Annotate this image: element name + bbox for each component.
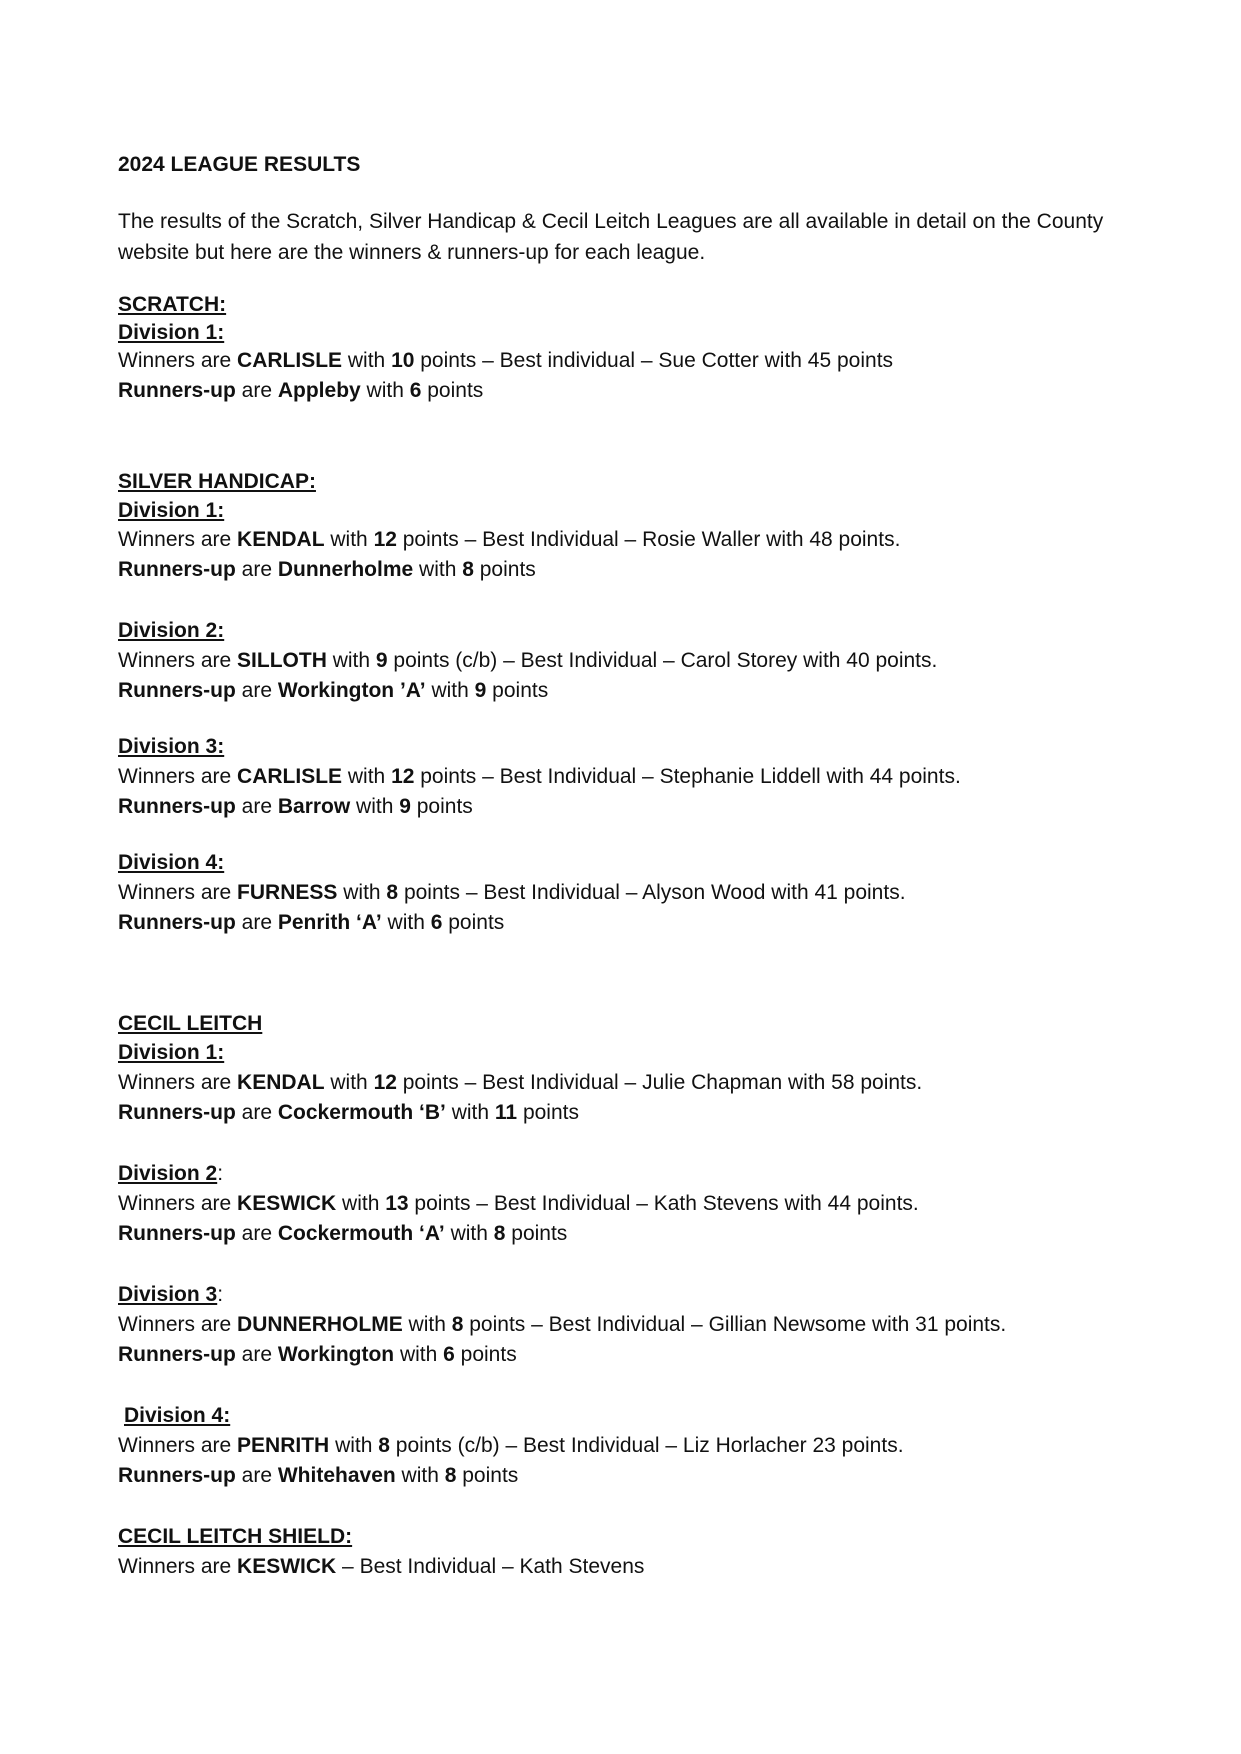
silver-div4-winners: Winners are FURNESS with 8 points – Best Individual – Alyson Wood with 41 points. bbox=[118, 881, 906, 904]
points: 6 bbox=[443, 1343, 455, 1366]
scratch-div1-heading: Division 1: bbox=[118, 321, 225, 344]
cecil-div1-winners: Winners are KENDAL with 12 points – Best Individual – Julie Chapman with 58 points. bbox=[118, 1071, 923, 1094]
winning-team: KENDAL bbox=[237, 528, 325, 551]
winning-team: DUNNERHOLME bbox=[237, 1313, 403, 1336]
cecil-div3-heading: Division 3: bbox=[118, 1283, 224, 1306]
points: 8 bbox=[451, 1313, 464, 1336]
silver-div2-runners-up: Runners-up are Workington ’A’ with 9 points bbox=[118, 679, 549, 702]
points: 12 bbox=[391, 765, 415, 788]
silver-div3-winners: Winners are CARLISLE with 12 points – Best Individual – Stephanie Liddell with 44 points. bbox=[118, 765, 961, 788]
points: 13 bbox=[385, 1192, 409, 1215]
cecil-div1-runners-up: Runners-up are Cockermouth ‘B’ with 11 points bbox=[118, 1101, 579, 1124]
runner-up-team: Workington ’A’ bbox=[277, 679, 426, 702]
scratch-div1-winners: Winners are CARLISLE with 10 points – Best individual – Sue Cotter with 45 points bbox=[118, 349, 894, 372]
points: 12 bbox=[373, 528, 397, 551]
points: 8 bbox=[386, 881, 399, 904]
runner-up-team: Appleby bbox=[277, 379, 361, 402]
points: 10 bbox=[391, 349, 415, 372]
winning-team: PENRITH bbox=[237, 1434, 330, 1457]
points: 9 bbox=[399, 795, 411, 818]
cecil-div3-winners: Winners are DUNNERHOLME with 8 points – Best Individual – Gillian Newsome with 31 points. bbox=[118, 1313, 1007, 1336]
runner-up-team: Whitehaven bbox=[277, 1464, 396, 1487]
runner-up-team: Barrow bbox=[277, 795, 351, 818]
winning-team: FURNESS bbox=[237, 881, 338, 904]
points: 8 bbox=[462, 558, 474, 581]
cecil-heading: CECIL LEITCH bbox=[118, 1012, 263, 1035]
intro-paragraph: The results of the Scratch, Silver Handicap & Cecil Leitch Leagues are all available in detail on the County website but here are the winners & runners-up for each league. bbox=[118, 210, 1104, 264]
winning-team: KESWICK bbox=[237, 1192, 337, 1215]
points: 9 bbox=[375, 649, 388, 672]
shield-heading: CECIL LEITCH SHIELD: bbox=[118, 1525, 353, 1548]
winning-team: KENDAL bbox=[237, 1071, 325, 1094]
points: 8 bbox=[493, 1222, 506, 1245]
points: 6 bbox=[430, 911, 443, 934]
silver-div3-heading: Division 3: bbox=[118, 735, 225, 758]
scratch-heading: SCRATCH: bbox=[118, 293, 227, 316]
winning-team: SILLOTH bbox=[237, 649, 327, 672]
page-title: 2024 LEAGUE RESULTS bbox=[118, 153, 361, 176]
silver-heading: SILVER HANDICAP: bbox=[118, 470, 316, 493]
winning-team: CARLISLE bbox=[237, 349, 343, 372]
points: 12 bbox=[373, 1071, 397, 1094]
silver-div3-runners-up: Runners-up are Barrow with 9 points bbox=[118, 795, 473, 818]
cecil-div3-runners-up: Runners-up are Workington with 6 points bbox=[118, 1343, 517, 1366]
cecil-div2-runners-up: Runners-up are Cockermouth ‘A’ with 8 points bbox=[118, 1222, 568, 1245]
silver-div1-heading: Division 1: bbox=[118, 499, 225, 522]
points: 9 bbox=[474, 679, 487, 702]
silver-div2-winners: Winners are SILLOTH with 9 points (c/b) – Best Individual – Carol Storey with 40 points. bbox=[118, 649, 938, 672]
silver-div2-heading: Division 2: bbox=[118, 619, 225, 642]
scratch-div1-runners-up: Runners-up are Appleby with 6 points bbox=[118, 379, 484, 402]
runner-up-team: Cockermouth ‘B’ bbox=[277, 1101, 446, 1124]
runner-up-team: Cockermouth ‘A’ bbox=[277, 1222, 445, 1245]
points: 11 bbox=[494, 1101, 518, 1124]
points: 6 bbox=[409, 379, 422, 402]
shield-winners: Winners are KESWICK – Best Individual – Kath Stevens bbox=[118, 1555, 645, 1578]
winning-team: KESWICK bbox=[237, 1555, 337, 1578]
cecil-div4-runners-up: Runners-up are Whitehaven with 8 points bbox=[118, 1464, 519, 1487]
silver-div1-winners: Winners are KENDAL with 12 points – Best Individual – Rosie Waller with 48 points. bbox=[118, 528, 901, 551]
points: 8 bbox=[378, 1434, 390, 1457]
silver-div4-runners-up: Runners-up are Penrith ‘A’ with 6 points bbox=[118, 911, 505, 934]
points: 8 bbox=[444, 1464, 457, 1487]
runner-up-team: Dunnerholme bbox=[277, 558, 414, 581]
cecil-div4-winners: Winners are PENRITH with 8 points (c/b) – Best Individual – Liz Horlacher 23 points. bbox=[118, 1434, 904, 1457]
runner-up-team: Penrith ‘A’ bbox=[277, 911, 382, 934]
cecil-div4-heading: Division 4: bbox=[124, 1404, 231, 1427]
silver-div4-heading: Division 4: bbox=[118, 851, 225, 874]
runner-up-team: Workington bbox=[277, 1343, 395, 1366]
silver-div1-runners-up: Runners-up are Dunnerholme with 8 points bbox=[118, 558, 536, 581]
cecil-div1-heading: Division 1: bbox=[118, 1041, 225, 1064]
winning-team: CARLISLE bbox=[237, 765, 343, 788]
cecil-div2-winners: Winners are KESWICK with 13 points – Best Individual – Kath Stevens with 44 points. bbox=[118, 1192, 919, 1215]
cecil-div2-heading: Division 2: bbox=[118, 1162, 224, 1185]
